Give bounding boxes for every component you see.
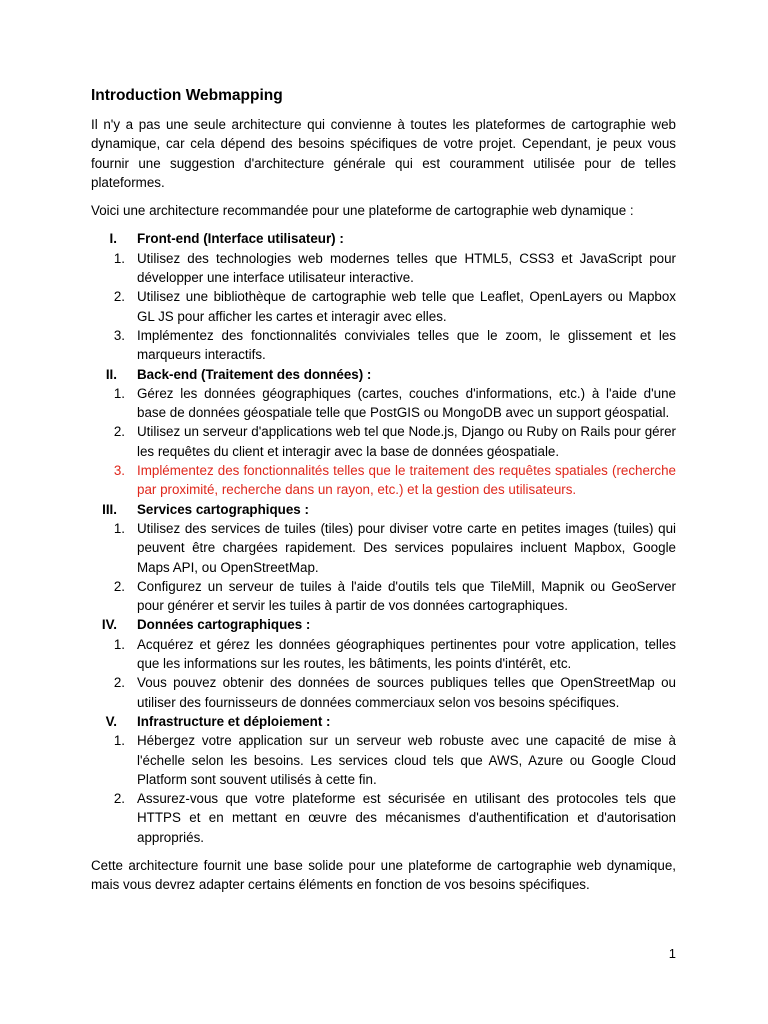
list-item <box>91 326 676 365</box>
item-number: 2. <box>113 578 125 594</box>
section-numeral: IV. <box>101 617 117 633</box>
item-text: Vous pouvez obtenir des données de sources publiques telles que OpenStreetMap ou utiliser des fournisseurs de données commerciaux selon vos besoins spécifiques. <box>137 675 676 710</box>
item-number: 3. <box>113 463 125 479</box>
section-heading <box>91 365 676 384</box>
item-text: Hébergez votre application sur un serveur web robuste avec une capacité de mise à l'échelle selon les besoins. Les services cloud tels que AWS, Azure ou Google Cloud Platform sont souvent utilisés à cette fin. <box>137 733 676 787</box>
item-text: Implémentez des fonctionnalités conviviales telles que le zoom, le glissement et les marqueurs interactifs. <box>137 327 676 363</box>
item-text: Utilisez des technologies web modernes telles que HTML5, CSS3 et JavaScript pour développer une interface utilisateur interactive. <box>137 250 676 286</box>
item-text: Implémentez des fonctionnalités telles que le traitement des requêtes spatiales (recherche par proximité, recherche dans un rayon, etc.) et la gestion des utilisateurs. <box>137 463 676 498</box>
item-text: Utilisez des services de tuiles (tiles) pour diviser votre carte en petites images (tuiles) qui peuvent être chargées rapidement. Des services populaires incluent Mapbox, Google Maps API, ou OpenStreetMap. <box>137 520 676 575</box>
item-number: 1. <box>113 636 125 652</box>
item-text: Configurez un serveur de tuiles à l'aide d'outils tels que TileMill, Mapnik ou GeoServer pour générer et servir les tuiles à partir de vos données cartographiques. <box>137 578 676 614</box>
section-heading <box>91 229 676 248</box>
section-numeral: III. <box>102 501 117 517</box>
section-data <box>91 615 676 711</box>
lead-paragraph: Voici une architecture recommandée pour une plateforme de cartographie web dynamique : <box>91 203 634 219</box>
list-item <box>91 731 676 789</box>
section-infrastructure <box>91 712 676 847</box>
item-number: 1. <box>113 733 125 749</box>
section-heading-text: Données cartographiques : <box>137 617 311 633</box>
section-numeral: V. <box>105 713 117 729</box>
item-text: Assurez-vous que votre plateforme est sécurisée en utilisant des protocoles tels que HTTPS et en mettant en œuvre des mécanismes d'authentification et d'autorisation appropriés. <box>137 791 676 845</box>
list-item <box>91 673 676 712</box>
item-number: 1. <box>113 520 125 536</box>
item-text: Utilisez un serveur d'applications web tel que Node.js, Django ou Ruby on Rails pour gérer les requêtes du client et interagir avec la base de données géospatiale. <box>137 424 676 459</box>
item-text: Gérez les données géographiques (cartes, couches d'informations, etc.) à l'aide d'une base de données géospatiale telle que PostGIS ou MongoDB avec un support géospatial. <box>137 385 676 421</box>
section-heading <box>91 712 676 731</box>
list-item <box>91 577 676 616</box>
item-text: Acquérez et gérez les données géographiques pertinentes pour votre application, telles que les informations sur les routes, les bâtiments, les points d'intérêt, etc. <box>137 636 676 672</box>
section-back-end <box>91 365 676 500</box>
list-item <box>91 422 676 461</box>
list-item <box>91 519 676 577</box>
section-heading-text: Services cartographiques : <box>137 501 309 517</box>
item-text: Utilisez une bibliothèque de cartographie web telle que Leaflet, OpenLayers ou Mapbox GL JS pour afficher les cartes et interagir avec elles. <box>137 289 676 324</box>
list-item <box>91 635 676 674</box>
intro-paragraph: Il n'y a pas une seule architecture qui convienne à toutes les plateformes de cartographie web dynamique, car cela dépend des besoins spécifiques de votre projet. Cependant, je peux vous fournir une suggestion d'architecture générale qui est couramment utilisée pour de telles plateformes. <box>91 117 676 190</box>
list-item <box>91 287 676 326</box>
item-number: 2. <box>113 791 125 807</box>
section-heading-text: Front-end (Interface utilisateur) : <box>137 231 344 247</box>
section-heading <box>91 615 676 634</box>
section-heading-text: Infrastructure et déploiement : <box>137 713 331 729</box>
list-item <box>91 249 676 288</box>
item-number: 2. <box>113 675 125 691</box>
section-heading <box>91 500 676 519</box>
highlighted-list-item <box>91 461 676 500</box>
item-number: 2. <box>113 424 125 440</box>
section-front-end <box>91 229 676 364</box>
section-services <box>91 500 676 616</box>
item-number: 2. <box>113 289 125 305</box>
section-heading-text: Back-end (Traitement des données) : <box>137 366 372 382</box>
closing-paragraph: Cette architecture fournit une base solide pour une plateforme de cartographie web dynamique, mais vous devrez adapter certains éléments en fonction de vos besoins spécifiques. <box>91 857 676 893</box>
item-number: 1. <box>113 250 125 266</box>
list-item <box>91 384 676 423</box>
document-title: Introduction Webmapping <box>91 87 283 104</box>
item-number: 1. <box>113 385 125 401</box>
page-number: 1 <box>668 946 676 961</box>
item-number: 3. <box>113 327 125 343</box>
section-numeral: II. <box>105 366 117 382</box>
list-item <box>91 789 676 847</box>
section-numeral: I. <box>109 231 117 247</box>
